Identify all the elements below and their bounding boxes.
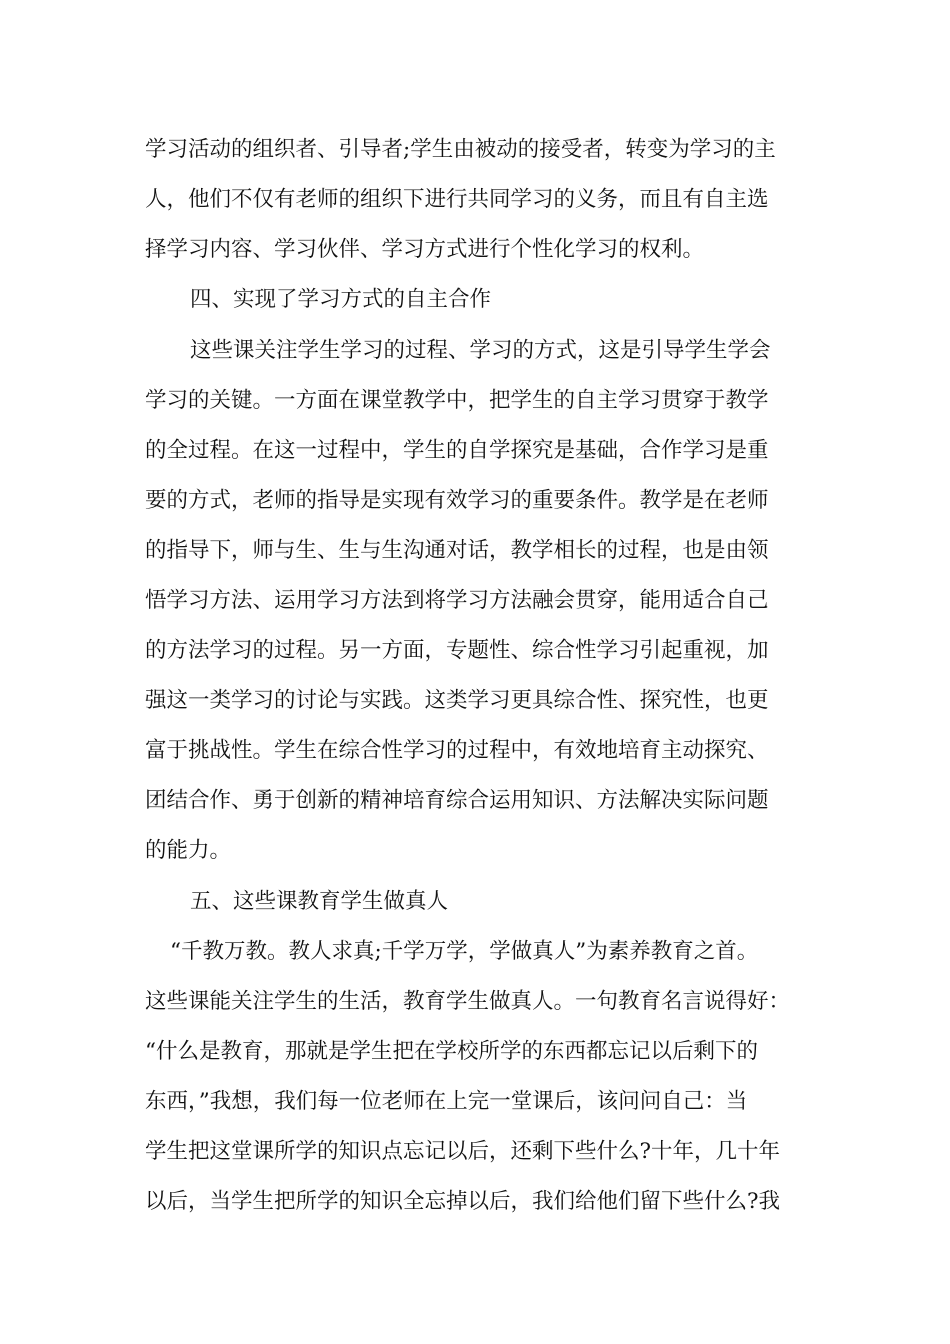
- paragraph-line: 团结合作、勇于创新的精神培育综合运用知识、方法解决实际问题: [145, 788, 769, 813]
- paragraph-line: 的指导下，师与生、生与生沟通对话，教学相长的过程，也是由领: [145, 538, 769, 563]
- paragraph-line: 学生把这堂课所学的知识点忘记以后，还剩下些什么?十年，几十年: [145, 1139, 781, 1164]
- paragraph-line: 学习的关键。一方面在课堂教学中，把学生的自主学习贯穿于教学: [145, 388, 769, 413]
- paragraph-line: 悟学习方法、运用学习方法到将学习方法融会贯穿，能用适合自己: [145, 588, 769, 613]
- paragraph-line: “千教万教。教人求真;千学万学，学做真人”为素养教育之首。: [170, 939, 759, 964]
- paragraph-line: 这些课能关注学生的生活，教育学生做真人。一句教育名言说得好：: [145, 989, 791, 1014]
- paragraph-line: 这些课关注学生学习的过程、学习的方式，这是引导学生学会: [190, 338, 771, 363]
- section-heading-5: 五、这些课教育学生做真人: [190, 889, 449, 914]
- paragraph-line: 强这一类学习的讨论与实践。这类学习更具综合性、探究性，也更: [145, 688, 769, 713]
- paragraph-line: 人，他们不仅有老师的组织下进行共同学习的义务，而且有自主选: [145, 187, 769, 212]
- paragraph-line: 择学习内容、学习伙伴、学习方式进行个性化学习的权利。: [145, 237, 705, 262]
- paragraph-line: 的全过程。在这一过程中，学生的自学探究是基础，合作学习是重: [145, 438, 769, 463]
- paragraph-line: 富于挑战性。学生在综合性学习的过程中，有效地培育主动探究、: [145, 738, 769, 763]
- paragraph-line: “什么是教育，那就是学生把在学校所学的东西都忘记以后剩下的: [145, 1039, 758, 1064]
- section-heading-4: 四、实现了学习方式的自主合作: [190, 287, 492, 312]
- paragraph-line: 要的方式，老师的指导是实现有效学习的重要条件。教学是在老师: [145, 488, 769, 513]
- paragraph-line: 的方法学习的过程。另一方面，专题性、综合性学习引起重视，加: [145, 638, 769, 663]
- paragraph-line: 学习活动的组织者、引导者;学生由被动的接受者，转变为学习的主: [145, 137, 776, 162]
- paragraph-line: 以后，当学生把所学的知识全忘掉以后，我们给他们留下些什么?我: [145, 1189, 781, 1214]
- paragraph-line: 的能力。: [145, 838, 232, 863]
- paragraph-line: 东西，”我想，我们每一位老师在上完一堂课后，该问问自己：当: [145, 1089, 748, 1114]
